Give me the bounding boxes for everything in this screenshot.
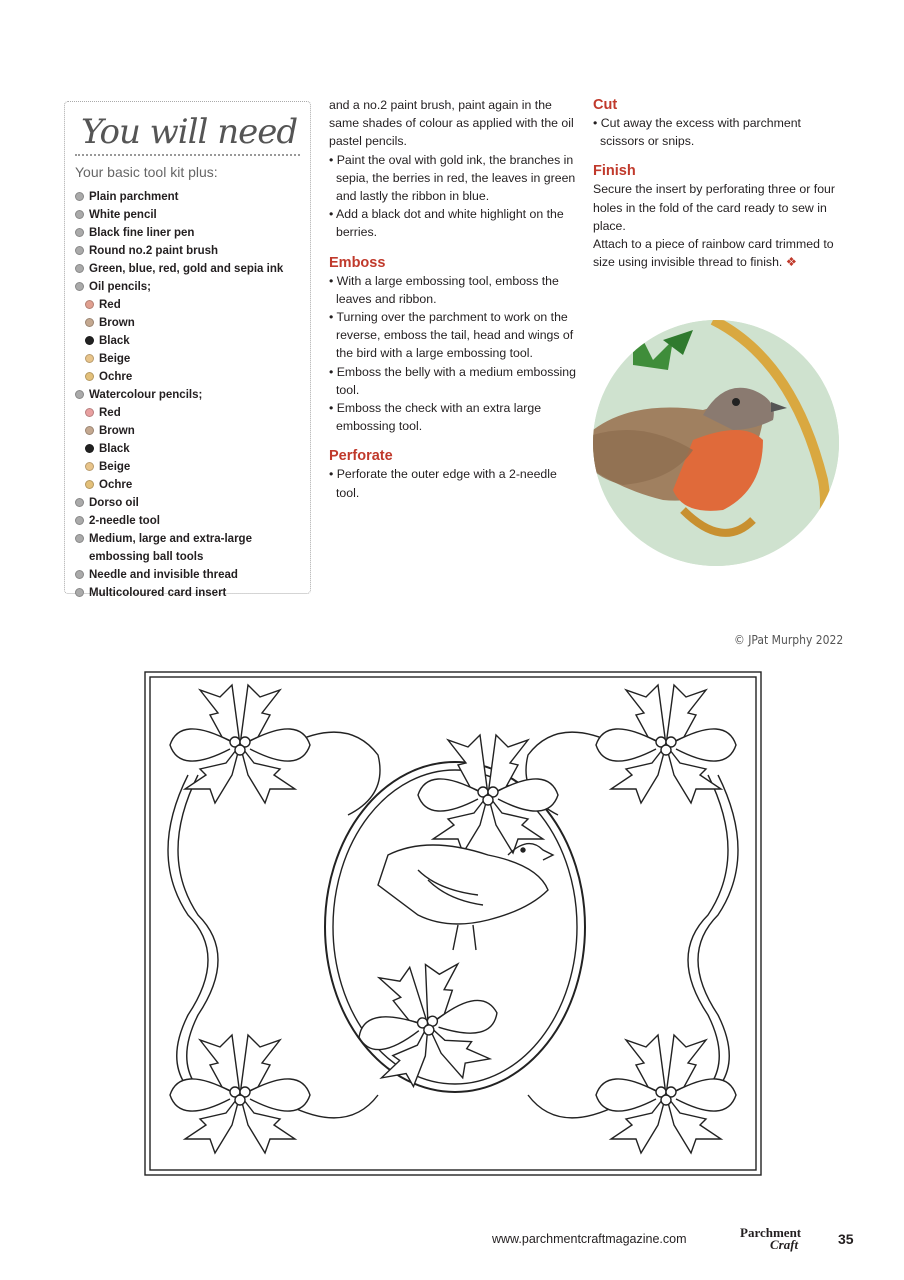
body-text: • With a large embossing tool, emboss the leaves and ribbon. (329, 273, 559, 306)
body-text: • Paint the oval with gold ink, the branches in sepia, the berries in red, the leaves in green and lastly the ribbon in blue. (329, 152, 576, 204)
bullet-icon (75, 498, 84, 507)
material-label: Watercolour pencils; (89, 389, 203, 401)
material-item (75, 512, 300, 530)
bullet-icon (75, 246, 84, 255)
material-label: Dorso oil (89, 497, 139, 509)
material-item (75, 440, 300, 458)
material-item (75, 368, 300, 386)
material-item (75, 296, 300, 314)
bullet-icon (85, 372, 94, 381)
material-label: Green, blue, red, gold and sepia ink (89, 263, 284, 275)
body-text: Attach to a piece of rainbow card trimmed to size using invisible thread to finish. ❖ (593, 237, 834, 270)
box-subtitle: Your basic tool kit plus: (75, 164, 218, 180)
material-label: Brown (99, 425, 135, 437)
material-label: Beige (99, 461, 131, 473)
material-item (75, 278, 300, 296)
material-label: White pencil (89, 209, 157, 221)
you-will-need-box (64, 101, 311, 599)
material-label: Brown (99, 317, 135, 329)
body-text: • Perforate the outer edge with a 2-needle tool. (329, 467, 557, 500)
material-label: Needle and invisible thread (89, 569, 238, 581)
bullet-icon (85, 300, 94, 309)
material-label: 2-needle tool (89, 515, 160, 527)
bullet-icon (75, 210, 84, 219)
material-label: Medium, large and extra-large embossing ball tools (89, 533, 252, 563)
material-item (75, 350, 300, 368)
material-item (75, 332, 300, 350)
material-label: Ochre (99, 479, 133, 491)
material-item (75, 206, 300, 224)
body-text: • Emboss the belly with a medium embossing tool. (329, 364, 576, 397)
material-label: Black (99, 443, 130, 455)
material-label: Plain parchment (89, 191, 179, 203)
material-label: Red (99, 407, 121, 419)
middle-column (329, 96, 576, 502)
bullet-icon (85, 444, 94, 453)
material-item (75, 404, 300, 422)
body-text: • Emboss the check with an extra large embossing tool. (329, 401, 542, 434)
body-text: • Cut away the excess with parchment scissors or snips. (593, 116, 801, 149)
bullet-icon (75, 264, 84, 273)
perforate-heading: Perforate (329, 448, 393, 465)
material-item (75, 188, 300, 206)
bullet-icon (85, 426, 94, 435)
material-item (75, 386, 300, 404)
footer-url: www.parchmentcraftmagazine.com (492, 1232, 687, 1246)
material-item (75, 422, 300, 440)
material-label: Multicoloured card insert (89, 587, 227, 599)
copyright: © JPat Murphy 2022 (734, 633, 844, 647)
page-number: 35 (838, 1231, 854, 1247)
bullet-icon (85, 480, 94, 489)
bullet-icon (75, 534, 84, 543)
material-item (75, 584, 300, 602)
material-label: Black (99, 335, 130, 347)
bullet-icon (85, 408, 94, 417)
material-item (75, 260, 300, 278)
material-item (75, 314, 300, 332)
materials-list (75, 188, 300, 602)
material-item (75, 476, 300, 494)
box-title: You will need (75, 108, 300, 156)
bullet-icon (75, 228, 84, 237)
material-label: Round no.2 paint brush (89, 245, 219, 257)
bullet-icon (75, 192, 84, 201)
bullet-icon (85, 462, 94, 471)
bullet-icon (75, 282, 84, 291)
bullet-icon (85, 318, 94, 327)
finish-heading: Finish (593, 163, 636, 180)
emboss-heading: Emboss (329, 254, 386, 271)
bullet-icon (85, 354, 94, 363)
material-item (75, 494, 300, 512)
cut-heading: Cut (593, 97, 618, 113)
body-text: Secure the insert by perforating three or four holes in the fold of the card ready to sew in place. (593, 182, 835, 233)
logo-bottom: Craft (770, 1237, 799, 1252)
material-label: Black fine liner pen (89, 227, 195, 239)
body-text: and a no.2 paint brush, paint again in the same shades of colour as applied with the oil pastel pencils. (329, 98, 574, 149)
body-text: • Add a black dot and white highlight on the berries. (329, 207, 564, 240)
material-label: Red (99, 299, 121, 311)
right-column (593, 96, 840, 271)
robin-photo (593, 320, 839, 566)
material-item (75, 224, 300, 242)
body-text: • Turning over the parchment to work on the reverse, emboss the tail, head and wings of the bird with a large embossing tool. (329, 310, 574, 361)
magazine-logo (740, 1227, 801, 1251)
logo-top: Parchment (740, 1225, 802, 1240)
bullet-icon (85, 336, 94, 345)
bullet-icon (75, 516, 84, 525)
material-label: Ochre (99, 371, 133, 383)
bullet-icon (75, 570, 84, 579)
material-label: Beige (99, 353, 131, 365)
material-item (75, 458, 300, 476)
bullet-icon (75, 588, 84, 597)
material-label: Oil pencils; (89, 281, 151, 293)
material-item (75, 242, 300, 260)
parchment-pattern (128, 655, 778, 1205)
end-mark-icon: ❖ (782, 255, 797, 270)
bullet-icon (75, 390, 84, 399)
material-item (75, 530, 300, 566)
material-item (75, 566, 300, 584)
